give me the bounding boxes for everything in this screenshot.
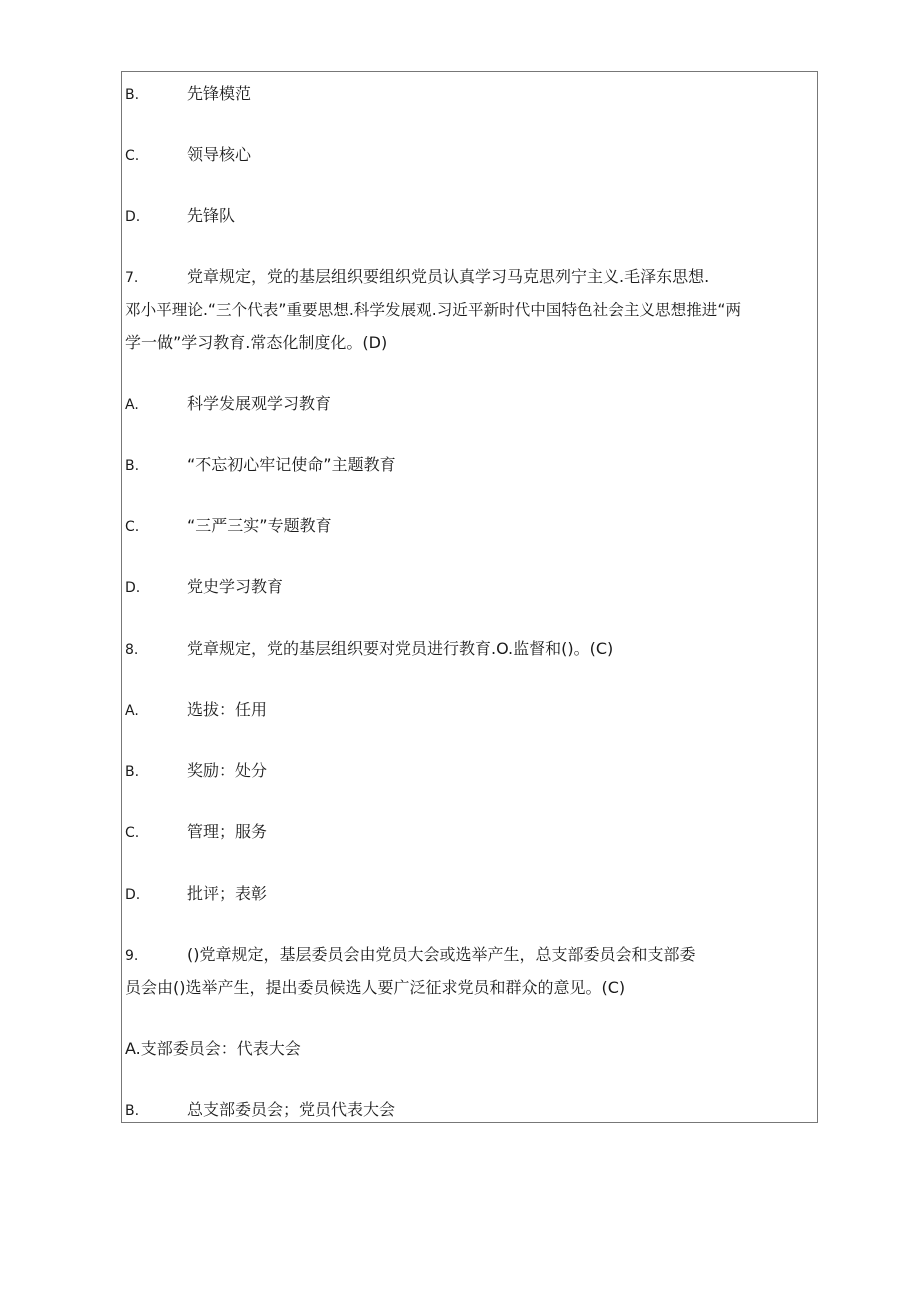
option-text: 总支部委员会；党员代表大会 [187,1100,396,1119]
question-line-continued [125,977,625,999]
option-label: B. [125,87,140,103]
question-line [125,638,613,661]
option-text: 选拔：任用 [187,700,268,719]
option-label: C. [125,148,140,164]
option-line [125,393,331,416]
question-line [125,944,696,967]
option-line [125,760,267,783]
option-line [125,821,267,844]
option-line [125,576,283,599]
option-line [125,1099,395,1122]
option-text: A.支部委员会：代表大会 [125,1039,301,1058]
option-text: 管理；服务 [187,822,268,841]
option-label: C. [125,825,140,841]
option-label: B. [125,458,140,474]
option-label: C. [125,519,140,535]
option-line [125,454,396,477]
option-label: A. [125,397,139,413]
option-line [125,1038,301,1060]
option-text: “三严三实”专题教育 [187,516,332,535]
option-label: B. [125,764,140,780]
question-number: 7. [125,270,139,286]
option-line [125,83,251,106]
option-line [125,515,332,538]
option-line [125,144,251,167]
option-line [125,883,267,906]
option-text: “不忘初心牢记使命”主题教育 [187,455,396,474]
question-line-continued [125,332,387,354]
option-text: 先锋模范 [187,84,252,103]
question-text: 学一做”学习教育.常态化制度化。(D) [125,333,388,352]
option-label: B. [125,1103,140,1119]
option-text: 领导核心 [187,145,252,164]
option-text: 先锋队 [187,206,236,225]
option-text: 党史学习教育 [187,577,284,596]
question-line [125,266,709,289]
option-line [125,699,267,722]
question-number: 8. [125,642,139,658]
question-line-continued [125,299,741,321]
option-label: A. [125,703,139,719]
question-text: 党章规定，党的基层组织要组织党员认真学习马克思列宁主义.毛泽东思想. [187,267,710,286]
question-number: 9. [125,948,139,964]
option-label: D. [125,209,141,225]
question-text: 员会由()选举产生，提出委员候选人要广泛征求党员和群众的意见。(C) [125,978,626,997]
question-text: 党章规定，党的基层组织要对党员进行教育.O.监督和()。(C) [187,639,614,658]
option-label: D. [125,580,141,596]
option-label: D. [125,887,141,903]
option-text: 奖励：处分 [187,761,268,780]
question-text: ()党章规定，基层委员会由党员大会或选举产生，总支部委员会和支部委 [187,945,696,964]
option-text: 科学发展观学习教育 [187,394,332,413]
option-text: 批评；表彰 [187,884,268,903]
question-text: 邓小平理论.“三个代表”重要思想.科学发展观.习近平新时代中国特色社会主义思想推进“两 [125,301,742,319]
option-line [125,205,235,228]
